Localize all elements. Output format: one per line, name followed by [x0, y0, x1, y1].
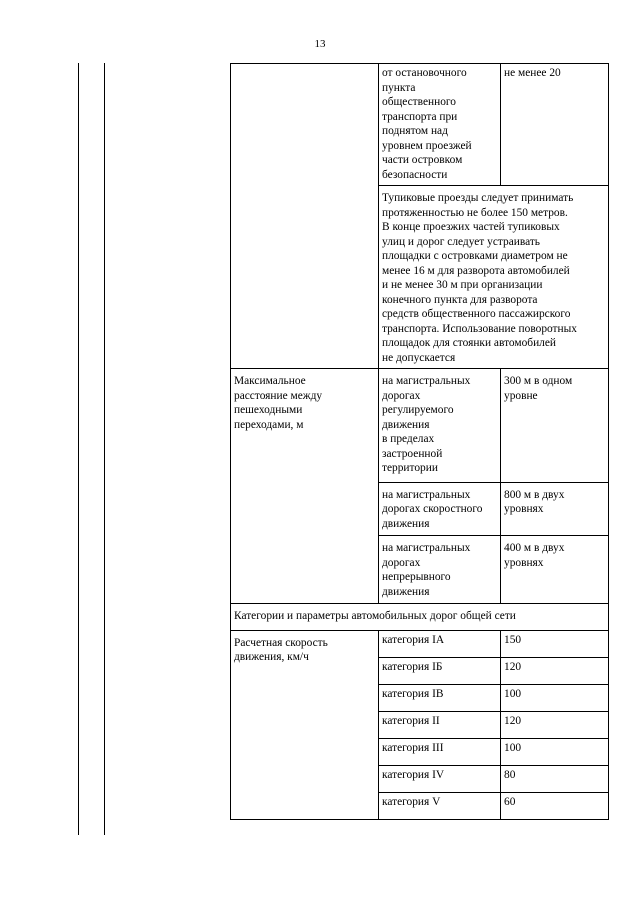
value-cell: 150 [501, 630, 609, 657]
value-cell: 100 [501, 684, 609, 711]
category-cell: категория IВ [379, 684, 501, 711]
category-cell: категория IБ [379, 657, 501, 684]
table-row [231, 604, 609, 631]
parameter-cell-crossing: Максимальное расстояние между пешеходными переходами, м [231, 369, 379, 604]
category-cell: категория II [379, 711, 501, 738]
condition-cell: на магистральных дорогах непрерывного движения [379, 536, 501, 604]
norms-table [230, 63, 609, 820]
table-row [231, 369, 609, 483]
category-cell: категория IV [379, 765, 501, 792]
condition-cell: на магистральных дорогах регулируемого движения в пределах застроенной территории [379, 369, 501, 483]
table-cell-empty [231, 64, 379, 369]
category-cell: категория V [379, 792, 501, 819]
value-cell: 120 [501, 711, 609, 738]
table-row [231, 630, 609, 657]
category-cell: категория III [379, 738, 501, 765]
value-cell: 120 [501, 657, 609, 684]
table-left-border [78, 63, 79, 835]
page-number: 13 [314, 38, 326, 50]
value-cell: 300 м в одном уровне [501, 369, 609, 483]
table-row [231, 64, 609, 186]
value-cell: 800 м в двух уровнях [501, 482, 609, 536]
condition-cell: от остановочного пункта общественного транспорта при поднятом над уровнем проезжей части островком безопасности [379, 64, 501, 186]
parameter-cell-speed: Расчетная скорость движения, км/ч [231, 630, 379, 819]
category-cell: категория IA [379, 630, 501, 657]
section-header: Категории и параметры автомобильных дорог общей сети [231, 604, 609, 631]
value-cell: 100 [501, 738, 609, 765]
condition-cell: на магистральных дорогах скоростного движения [379, 482, 501, 536]
dead-end-note: Тупиковые проезды следует принимать протяженностью не более 150 метров. В конце проезжих частей тупиковых улиц и дорог следует устраивать площадки с островками диаметром не менее 16 м для разворота автомобилей и не менее 30 м при организации конечного пункта для разворота средств общественного пассажирского транспорта. Использование поворотных площадок для стоянки автомобилей не допускается [379, 186, 609, 369]
table-column-divider [104, 63, 105, 835]
value-cell: 80 [501, 765, 609, 792]
value-cell: 400 м в двух уровнях [501, 536, 609, 604]
value-cell: 60 [501, 792, 609, 819]
value-cell: не менее 20 [501, 64, 609, 186]
